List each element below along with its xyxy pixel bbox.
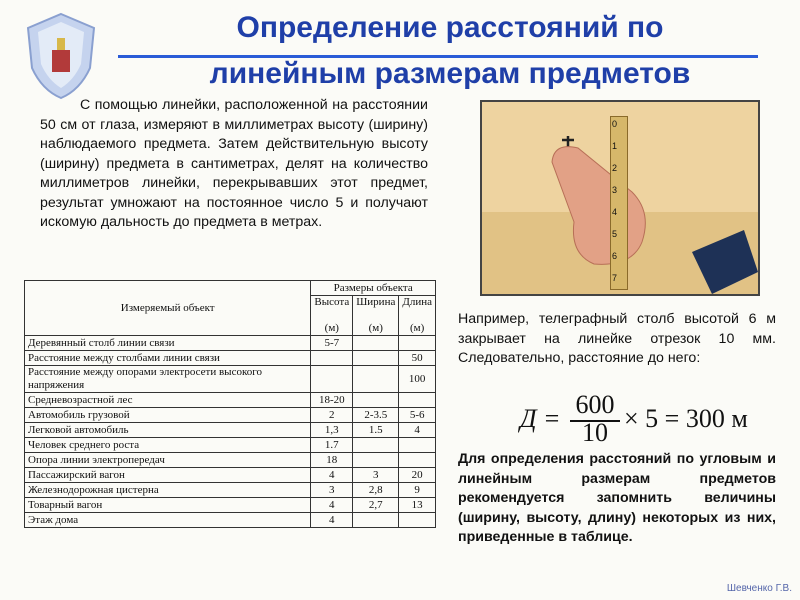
table-row xyxy=(25,438,436,453)
row-width xyxy=(353,393,399,408)
row-object: Пассажирский вагон xyxy=(25,468,311,483)
table-header-sizes: Размеры объекта xyxy=(311,281,436,296)
row-length: 50 xyxy=(399,351,436,366)
formula-rest: × 5 = 300 м xyxy=(624,404,748,433)
row-object: Железнодорожная цистерна xyxy=(25,483,311,498)
row-height: 3 xyxy=(311,483,353,498)
table-row xyxy=(25,351,436,366)
table-row xyxy=(25,453,436,468)
table-row xyxy=(25,393,436,408)
row-width xyxy=(353,513,399,528)
row-height: 4 xyxy=(311,513,353,528)
row-width xyxy=(353,438,399,453)
row-object: Автомобиль грузовой xyxy=(25,408,311,423)
row-length: 20 xyxy=(399,468,436,483)
row-width xyxy=(353,336,399,351)
row-length xyxy=(399,453,436,468)
ruler-mark: 1 xyxy=(612,141,618,151)
formula-denominator: 10 xyxy=(582,418,608,447)
formula-numerator: 600 xyxy=(575,390,615,419)
ruler-mark: 4 xyxy=(612,207,618,217)
table-row xyxy=(25,483,436,498)
row-width: 2,7 xyxy=(353,498,399,513)
row-object: Легковой автомобиль xyxy=(25,423,311,438)
table-col-width: Ширина (м) xyxy=(353,296,399,336)
title-line-2: линейным размерам предметов xyxy=(209,57,691,90)
ruler xyxy=(610,116,628,290)
row-height: 4 xyxy=(311,498,353,513)
ruler-hand-illustration xyxy=(480,100,760,296)
row-height xyxy=(311,351,353,366)
table-row xyxy=(25,408,436,423)
formula-lhs: Д = xyxy=(520,404,561,433)
row-object: Этаж дома xyxy=(25,513,311,528)
row-object: Товарный вагон xyxy=(25,498,311,513)
advice-paragraph: Для определения расстояний по угловым и линейным размерам предметов рекомендуется запомнить величины (ширину, высоту, длину) некоторых из них, приведенные в таблице. xyxy=(458,451,776,545)
row-length: 4 xyxy=(399,423,436,438)
row-object: Опора линии электропередач xyxy=(25,453,311,468)
ruler-mark: 3 xyxy=(612,185,618,195)
row-object: Деревянный столб линии связи xyxy=(25,336,311,351)
author-signature: Шевченко Г.В. xyxy=(726,583,792,594)
row-object: Расстояние между столбами линии связи xyxy=(25,351,311,366)
title-line-1: Определение расстояний по xyxy=(236,11,664,44)
row-width: 3 xyxy=(353,468,399,483)
row-width xyxy=(353,366,399,393)
ruler-mark: 6 xyxy=(612,251,618,261)
row-height: 5-7 xyxy=(311,336,353,351)
table-col-height: Высота (м) xyxy=(311,296,353,336)
ruler-mark: 2 xyxy=(612,163,618,173)
row-length: 9 xyxy=(399,483,436,498)
row-length xyxy=(399,513,436,528)
row-object: Расстояние между опорами электросети высокого напряжения xyxy=(25,366,311,393)
row-width: 2-3.5 xyxy=(353,408,399,423)
row-length xyxy=(399,438,436,453)
row-length: 13 xyxy=(399,498,436,513)
row-object: Человек среднего роста xyxy=(25,438,311,453)
row-length: 5-6 xyxy=(399,408,436,423)
row-height: 1.7 xyxy=(311,438,353,453)
row-height: 1,3 xyxy=(311,423,353,438)
row-length xyxy=(399,336,436,351)
table-row xyxy=(25,513,436,528)
intro-paragraph: С помощью линейки, расположенной на расстоянии 50 см от глаза, измеряют в миллиметрах высоту (ширину) наблюдаемого предмета. Затем действительную высоту (ширину) предмета в сантиметрах, делят на количество миллиметров линейки, перекрывавших этот предмет, результат умножают на постоянное число 5 и получают искомую дальность до предмета в метрах. xyxy=(40,97,428,230)
table-row xyxy=(25,498,436,513)
row-height: 18-20 xyxy=(311,393,353,408)
table-header-row xyxy=(25,281,436,296)
row-width xyxy=(353,453,399,468)
row-length: 100 xyxy=(399,366,436,393)
row-height: 2 xyxy=(311,408,353,423)
row-width: 1.5 xyxy=(353,423,399,438)
row-width xyxy=(353,351,399,366)
table-row xyxy=(25,468,436,483)
table-col-length: Длина (м) xyxy=(399,296,436,336)
ruler-mark: 0 xyxy=(612,119,618,129)
example-paragraph: Например, телеграфный столб высотой 6 м закрывает на линейке отрезок 10 мм. Следовательно, расстояние до него: xyxy=(458,311,776,366)
row-height: 4 xyxy=(311,468,353,483)
ruler-mark: 7 xyxy=(612,273,618,283)
table-row xyxy=(25,336,436,351)
row-height: 18 xyxy=(311,453,353,468)
row-height xyxy=(311,366,353,393)
object-size-table xyxy=(24,280,436,528)
table-header-object: Измеряемый объект xyxy=(25,281,311,336)
row-object: Средневозрастной лес xyxy=(25,393,311,408)
table-row xyxy=(25,423,436,438)
ruler-mark: 5 xyxy=(612,229,618,239)
row-length xyxy=(399,393,436,408)
table-row xyxy=(25,366,436,393)
row-width: 2,8 xyxy=(353,483,399,498)
shield-emblem-icon xyxy=(22,10,100,102)
